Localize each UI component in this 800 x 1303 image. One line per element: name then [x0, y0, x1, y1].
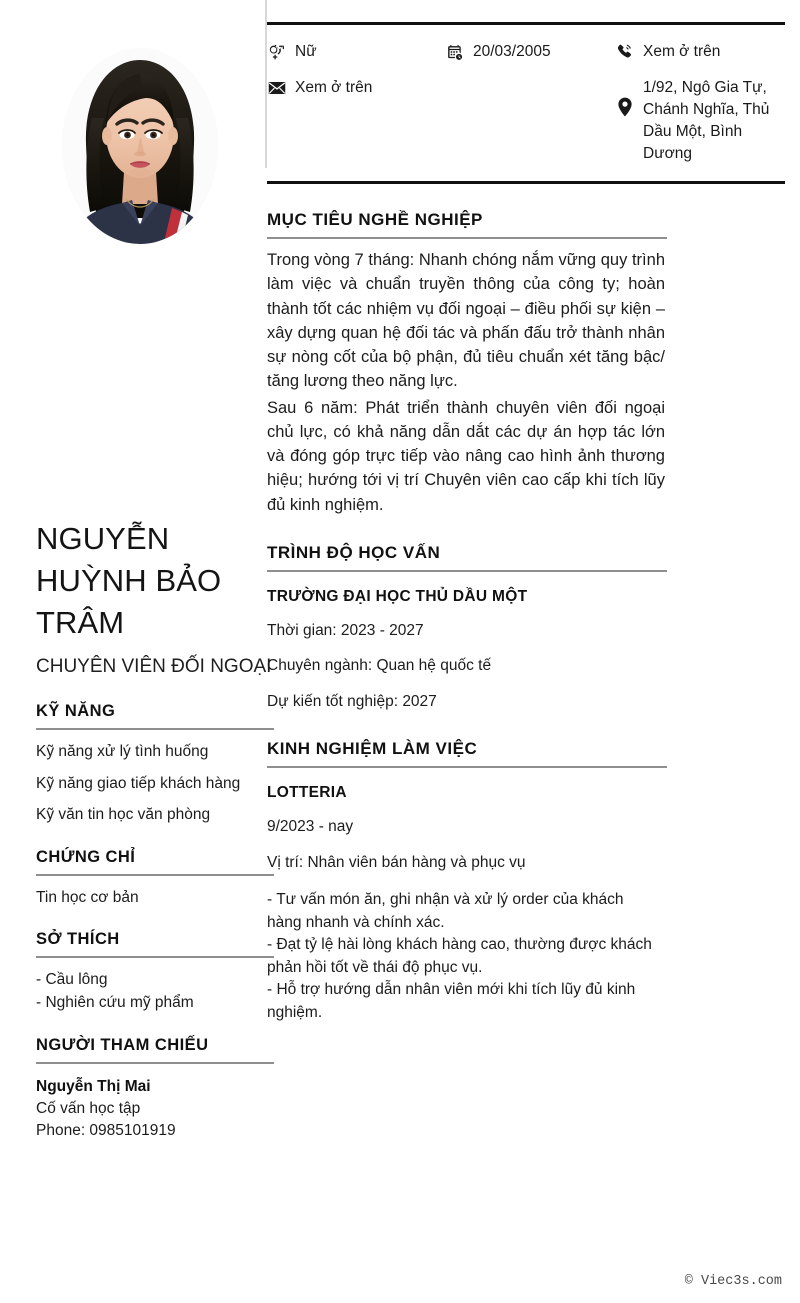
- avatar: [62, 48, 218, 244]
- objective-paragraph: Sau 6 năm: Phát triển thành chuyên viên đối ngoại chủ lực, có khả năng dẫn dắt các dự án hợp tác lớn và đóng góp trực tiếp vào nâng cao hình ảnh thương hiệu; hướng tới vị trí Chuyên viên cao cấp khi tích lũy đủ kinh nghiệm.: [267, 398, 665, 514]
- hobbies-list: [36, 970, 274, 1013]
- section-title-skills: KỸ NĂNG: [36, 702, 274, 730]
- footer-watermark: © Viec3s.com: [684, 1274, 782, 1289]
- contact-birthday: [445, 41, 615, 63]
- section-title-objective: MỤC TIÊU NGHỀ NGHIỆP: [267, 210, 667, 239]
- contact-email-value: Xem ở trên: [295, 79, 373, 96]
- section-certificates: [36, 848, 274, 909]
- list-item: Kỹ năng giao tiếp khách hàng: [36, 774, 241, 792]
- list-item: - Cầu lông: [36, 971, 108, 989]
- section-objective: [267, 210, 785, 517]
- portrait-photo: [62, 48, 218, 244]
- contact-email: [267, 77, 445, 165]
- page-title: NGUYỄN HUỲNH BẢO TRÂM: [36, 521, 222, 641]
- list-item: - Tư vấn món ăn, ghi nhận và xử lý order của khách hàng nhanh và chính xác.: [267, 891, 624, 931]
- main-content: [267, 0, 785, 1024]
- education-graduation: Dự kiến tốt nghiệp: 2027: [267, 693, 437, 711]
- education-time: Thời gian: 2023 - 2027: [267, 621, 424, 639]
- education-school: TRƯỜNG ĐẠI HỌC THỦ DẦU MỘT: [267, 587, 528, 605]
- sidebar: [0, 0, 272, 1303]
- experience-position: Vị trí: Nhân viên bán hàng và phục vụ: [267, 853, 526, 871]
- contact-phone: [615, 41, 785, 63]
- list-item: - Hỗ trợ hướng dẫn nhân viên mới khi tích lũy đủ kinh nghiệm.: [267, 981, 636, 1021]
- contact-address: [615, 77, 785, 165]
- education-entry: [267, 588, 785, 713]
- section-experience: [267, 739, 785, 1024]
- gender-icon: [267, 42, 286, 62]
- experience-period: 9/2023 - nay: [267, 817, 354, 835]
- envelope-icon: [267, 78, 286, 98]
- section-title-experience: KINH NGHIỆM LÀM VIỆC: [267, 739, 667, 768]
- section-title-education: TRÌNH ĐỘ HỌC VẤN: [267, 543, 667, 572]
- list-item: Tin học cơ bản: [36, 888, 139, 906]
- section-title-hobbies: SỞ THÍCH: [36, 930, 274, 958]
- section-education: [267, 543, 785, 713]
- reference-name: Nguyễn Thị Mai: [36, 1077, 151, 1095]
- objective-paragraph: Trong vòng 7 tháng: Nhanh chóng nắm vững quy trình làm việc và chuẩn truyền thông của công ty; hoàn thành tốt các nhiệm vụ đối ngoại – điều phối sự kiện – xây dựng quan hệ đối tác và phấn đấu trở thành nhân sự nòng cốt của bộ phận, đủ tiêu chuẩn xét tăng bậc/ tăng lương theo năng lực.: [267, 251, 665, 391]
- contact-address-value: 1/92, Ngô Gia Tự, Chánh Nghĩa, Thủ Dầu Một, Bình Dương: [643, 79, 770, 162]
- section-references: [36, 1036, 274, 1142]
- reference-title: Cố vấn học tập: [36, 1099, 141, 1117]
- contact-gender-value: Nữ: [295, 43, 317, 60]
- contact-birthday-value: 20/03/2005: [473, 43, 551, 60]
- location-pin-icon: [615, 97, 634, 117]
- experience-entry: [267, 784, 785, 1024]
- section-hobbies: [36, 930, 274, 1013]
- reference-phone: Phone: 0985101919: [36, 1121, 176, 1139]
- section-title-references: NGƯỜI THAM CHIẾU: [36, 1036, 274, 1064]
- section-title-certificates: CHỨNG CHỈ: [36, 848, 274, 876]
- phone-icon: [615, 42, 634, 62]
- references-list: [36, 1076, 274, 1142]
- contact-block: [267, 22, 785, 184]
- certificates-list: [36, 888, 274, 909]
- skills-list: [36, 742, 274, 826]
- section-skills: [36, 702, 274, 826]
- candidate-role: CHUYÊN VIÊN ĐỐI NGOẠI: [36, 656, 272, 678]
- contact-phone-value: Xem ở trên: [643, 43, 721, 60]
- list-item: Kỹ văn tin học văn phòng: [36, 806, 211, 824]
- calendar-clock-icon: [445, 42, 464, 62]
- list-item: - Đạt tỷ lệ hài lòng khách hàng cao, thường được khách phản hồi tốt về thái độ phục vụ.: [267, 936, 652, 976]
- experience-company: LOTTERIA: [267, 783, 347, 801]
- education-major: Chuyên ngành: Quan hệ quốc tế: [267, 657, 492, 675]
- experience-bullets: [267, 889, 785, 1024]
- list-item: - Nghiên cứu mỹ phẩm: [36, 993, 194, 1011]
- contact-gender: [267, 41, 445, 63]
- sidebar-content: [36, 518, 274, 1142]
- list-item: Kỹ năng xử lý tình huống: [36, 742, 209, 760]
